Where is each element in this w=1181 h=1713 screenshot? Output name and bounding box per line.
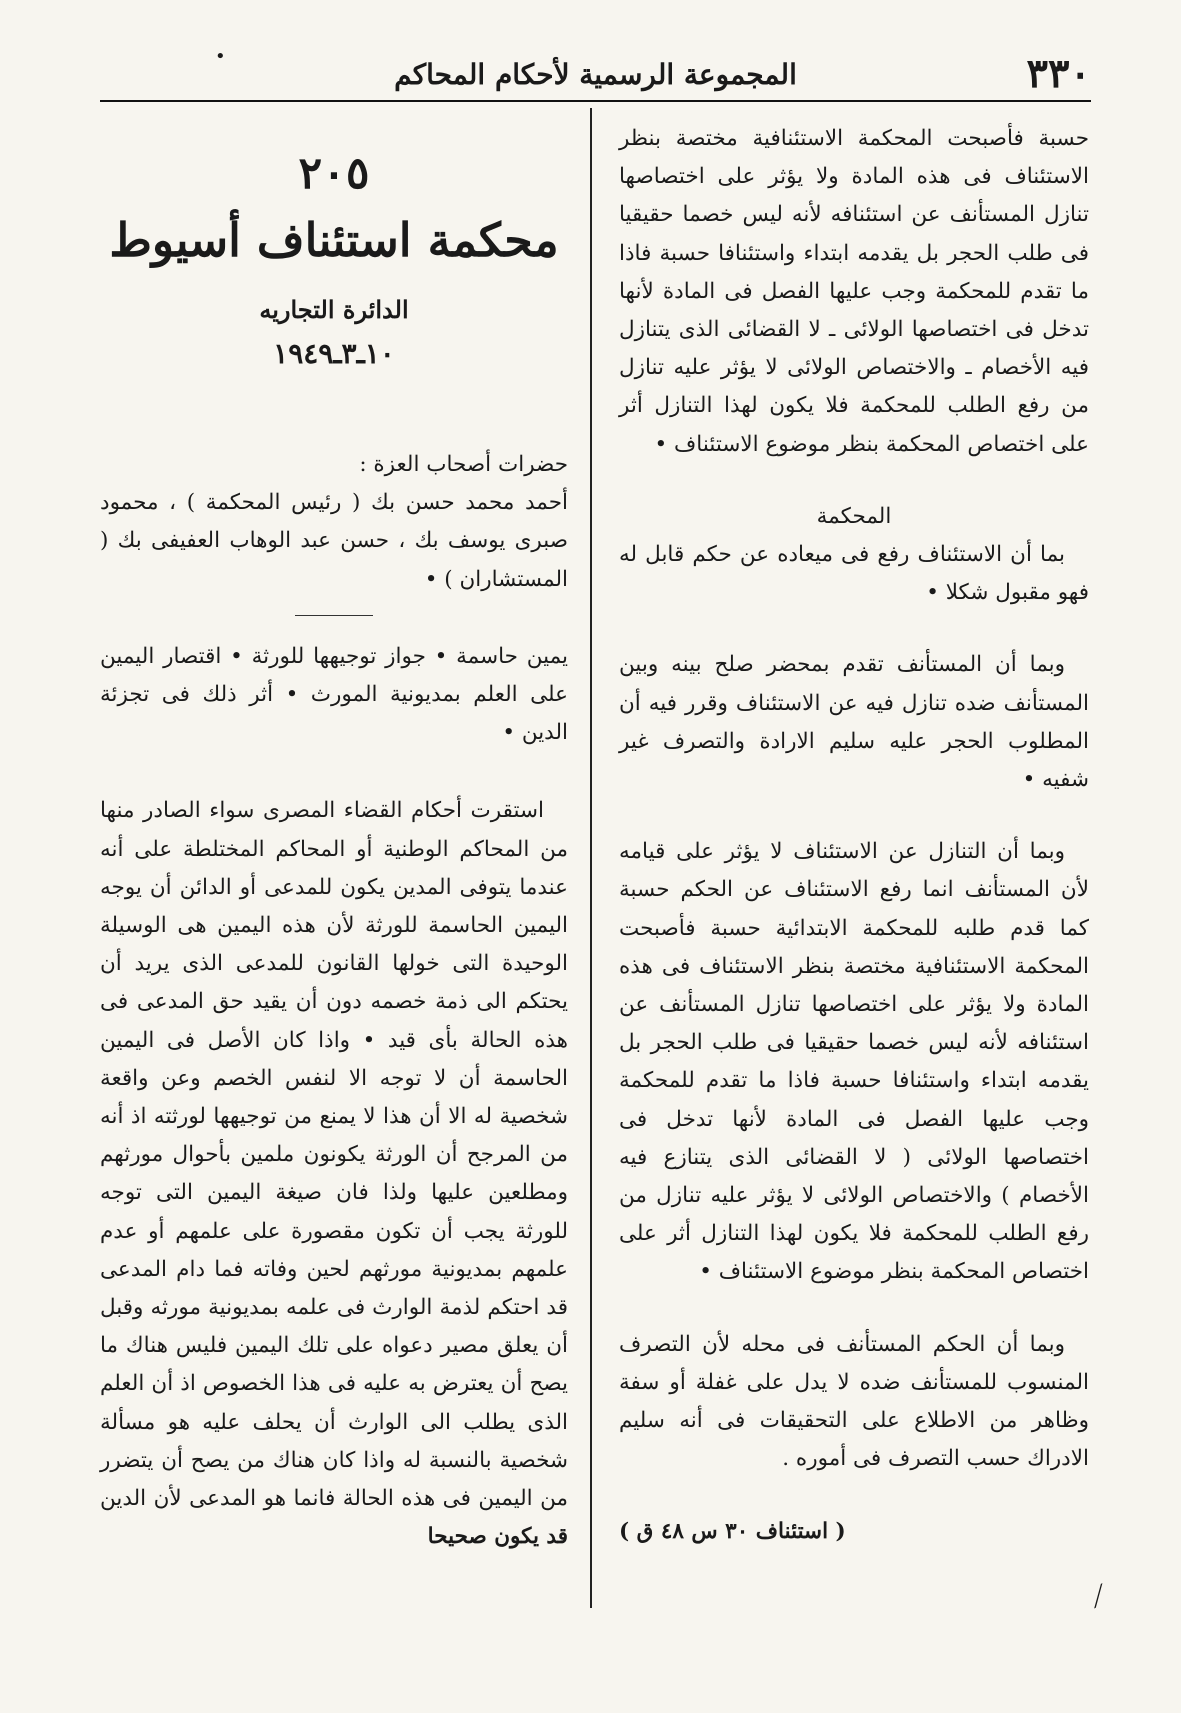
- judgment-date: ١٠ـ٣ـ١٩٤٩: [273, 337, 395, 370]
- court-name: محكمة استئناف أسيوط: [109, 213, 559, 267]
- margin-mark: ⟋: [1084, 1579, 1114, 1615]
- right-column: [619, 120, 1089, 1551]
- headnote-body-tail: قد يكون صحيحا: [427, 1524, 568, 1550]
- judges-list: أحمد محمد حسن بك ( رئيس المحكمة ) ، محمود صبرى يوسف بك ، حسن عبد الوهاب العفيفى بك ( المستشاران ) •: [100, 490, 568, 592]
- header-dot: •: [215, 46, 226, 67]
- page-header: [100, 40, 1091, 100]
- column-divider: [590, 108, 592, 1608]
- judges-intro: حضرات أصحاب العزة :: [359, 452, 568, 477]
- header-rule: [100, 100, 1091, 102]
- left-column: [100, 120, 568, 1556]
- department: الدائرة التجاريه: [259, 295, 409, 324]
- continued-paragraph: حسبة فأصبحت المحكمة الاستئنافية مختصة بنظر الاستئناف فى هذه المادة ولا يؤثر على اختصاصها تنازل المستأنف عن استئنافه لأنه ليس خصما حقيقيا فى طلب الحجر بل يقدمه ابتداء واستئنافا حسبة فاذا ما تقدم للمحكمة وجب عليها الفصل فى المادة لأنها تدخل فى اختصاصها الولائى ـ لا القضائى الذى يتنازل فيه الأخصام ـ والاختصاص الولائى لا يؤثر عليه تنازل من رفع الطلب للمحكمة فلا يكون لهذا التنازل أثر على اختصاص المحكمة بنظر موضوع الاستئناف •: [619, 126, 1089, 457]
- judgment-paragraph-2: وبما أن المستأنف تقدم بمحضر صلح بينه وبين المستأنف ضده تنازل فيه عن الاستئناف وقرر فيه أن المطلوب الحجر عليه سليم الارادة والتصرف غير شفيه •: [619, 652, 1089, 793]
- separator-rule: [295, 615, 373, 616]
- headnote-summary: يمين حاسمة • جواز توجيهها للورثة • اقتصار اليمين على العلم بمديونية المورث • أثر ذلك فى تجزئة الدين •: [100, 643, 568, 746]
- judgment-paragraph-1: بما أن الاستئناف رفع فى ميعاده عن حكم قابل له فهو مقبول شكلا •: [619, 542, 1089, 606]
- judgment-paragraph-3: وبما أن التنازل عن الاستئناف لا يؤثر على قيامه لأن المستأنف انما رفع الاستئناف عن الحكم حسبة كما قدم طلبه للمحكمة الابتدائية حسبة فأصبحت المحكمة الاستئنافية مختصة بنظر الاستئناف فى هذه المادة ولا يؤثر على اختصاصها تنازل المستأنف عن استئنافه لأنه ليس خصما حقيقيا فى طلب الحجر بل يقدمه ابتداء واستئنافا حسبة فاذا ما تقدم للمحكمة وجب عليها الفصل فى المادة لأنها تدخل فى اختصاصها الولائى ( لا القضائى الذى يتنازع فيه الأخصام ) والاختصاص الولائى لا يؤثر عليه تنازل من رفع الطلب للمحكمة فلا يكون لهذا التنازل أثر على اختصاص المحكمة بنظر موضوع الاستئناف •: [619, 839, 1089, 1285]
- page-number: ٣٣٠: [1026, 50, 1091, 97]
- judgment-paragraph-4: وبما أن الحكم المستأنف فى محله لأن التصرف المنسوب للمستأنف ضده لا يدل على غفلة أو سفة وظاهر من الاطلاع على التحقيقات فى أنه سليم الادراك حسب التصرف فى أموره .: [619, 1331, 1089, 1472]
- case-citation: ( استئناف ٣٠ س ٤٨ ق ): [619, 1518, 846, 1544]
- headnote-body-text: استقرت أحكام القضاء المصرى سواء الصادر منها من المحاكم الوطنية أو المحاكم المختلطة على أنه عندما يتوفى المدين يكون للمدعى أو الدائن أن يوجه اليمين الحاسمة للورثة لأن هذه اليمين هى الوسيلة الوحيدة التى خولها القانون للمدعى الذى يريد أن يحتكم الى ذمة خصمه دون أن يقيد حق المدعى فى هذه الحالة بأى قيد • واذا كان الأصل فى اليمين الحاسمة أن لا توجه الا لنفس الخصم وعن واقعة شخصية له الا أن هذا لا يمنع من توجيهها لورثته اذ أنه من المرجح أن الورثة يكونون ملمين بأحوال مورثهم ومطلعين عليها ولذا فان صيغة اليمين التى توجه للورثة يجب أن تكون مقصورة على علمهم أو عدم علمهم بمديونية مورثهم لحين وفاته فما دام المدعى قد احتكم لذمة الوارث فى علمه بمديونية مورثه وقبل أن يعلق مصير دعواه على تلك اليمين فليس هناك ما يصح أن يعترض به عليه فى هذا الخصوص اذ أن العلم الذى يطلب الى الوارث أن يحلف عليه هو مسألة شخصية بالنسبة له واذا كان هناك من يصح أن يتضرر من اليمين فى هذه الحالة فانما هو المدعى لأن الدين: [100, 798, 568, 1512]
- running-title: المجموعة الرسمية لأحكام المحاكم: [394, 58, 797, 91]
- headnote-body: [100, 792, 568, 1556]
- section-title: المحكمة: [816, 503, 892, 529]
- case-number: ٢٠٥: [298, 148, 370, 199]
